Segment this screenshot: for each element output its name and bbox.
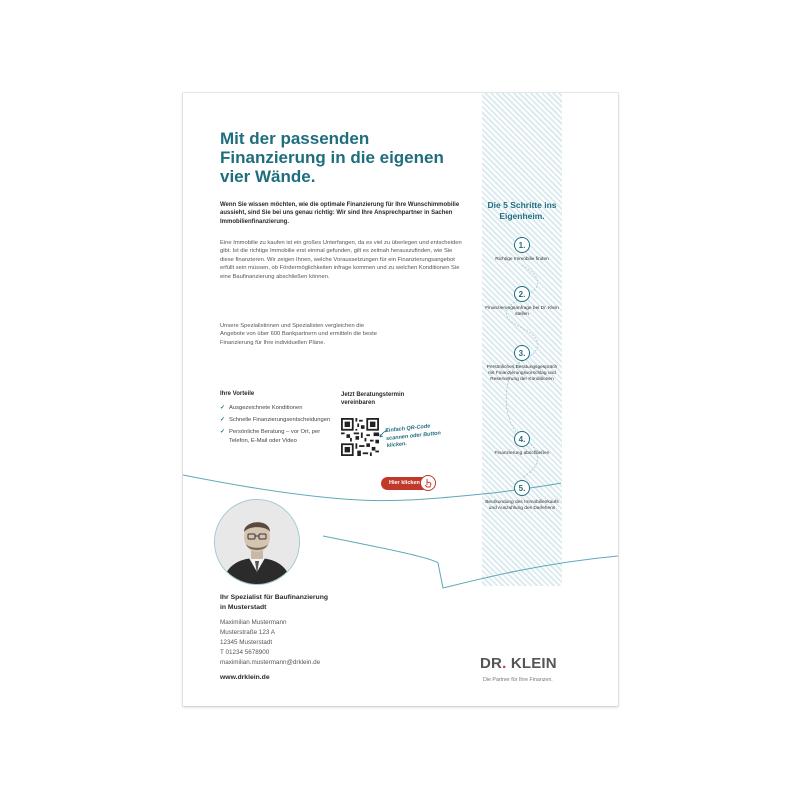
step-text-5: Beurkundung des Immobilienkaufs und Auszahlung des Darlehens: [485, 500, 559, 512]
advantage-item: ✓ Persönliche Beratung – vor Ort, per Telefon, E-Mail oder Video: [220, 429, 321, 444]
contact-city: 12345 Musterstadt: [220, 639, 273, 646]
advantage-item: ✓ Schnelle Finanzierungsentscheidungen: [220, 417, 331, 424]
step-number-3: 3.: [514, 345, 530, 361]
flyer-page: [183, 93, 618, 706]
specialist-title: Ihr Spezialist für Baufinanzierung in Musterstadt: [220, 594, 329, 611]
check-icon: ✓: [220, 405, 225, 411]
body-paragraph-2: Unsere Spezialistinnen und Spezialisten vergleichen die Angebote von über 600 Bankpartnern und ermitteln die beste Finanzierung für Ihre individuellen Pläne.: [220, 323, 377, 346]
click-here-label: Hier klicken: [389, 480, 420, 486]
qr-code[interactable]: [341, 418, 379, 456]
dr-klein-logo: DR. KLEIN: [480, 655, 557, 672]
step-number-1: 1.: [514, 237, 530, 253]
check-icon: ✓: [220, 417, 225, 424]
step-number-4: 4.: [514, 431, 530, 447]
pointer-hand-icon: [420, 475, 436, 491]
contact-block: [220, 618, 410, 668]
advantages-list: [220, 404, 332, 449]
advantage-item: ✓ Ausgezeichnete Konditionen: [220, 405, 303, 411]
steps-title: Die 5 Schritte ins Eigenheim.: [487, 200, 557, 221]
step-number-5: 5.: [514, 480, 530, 496]
click-here-button[interactable]: [381, 477, 433, 490]
check-icon: ✓: [220, 429, 225, 436]
lead-paragraph: Wenn Sie wissen möchten, wie die optimale Finanzierung für Ihre Wunschimmobilie aussieht, sind Sie bei uns genau richtig: Wir sind Ihre Ansprechpartner in Sachen Immobilienfinanzierung.: [220, 202, 460, 225]
contact-email[interactable]: maximilian.mustermann@drklein.de: [220, 659, 321, 666]
step-text-2: Finanzierungsanfrage bei Dr. Klein stellen: [485, 306, 559, 318]
contact-phone[interactable]: T 01234 5678900: [220, 649, 270, 656]
specialist-avatar: [214, 499, 300, 585]
advantages-title: Ihre Vorteile: [220, 391, 255, 397]
qr-hint: Einfach QR-Code scannen oder Button klicken.: [384, 423, 442, 450]
step-text-1: Richtige Immobilie finden: [495, 257, 549, 262]
website-link[interactable]: www.drklein.de: [220, 674, 270, 681]
body-paragraph-1: Eine Immobilie zu kaufen ist ein großes Unterfangen, da es viel zu überlegen und entscheiden gibt. Ist die richtige Immobilie erst einmal gefunden, gilt es zeitnah herauszufinden, wie Sie diese finanzieren. Wir zeigen Ihnen, welche Voraussetzungen für ein Finanzierungsangebot erfüllt sein müssen, ob Fördermöglichkeiten infrage kommen und zu welchen Konditionen Sie eine Baufinanzierung abschließen können.: [220, 240, 462, 280]
step-text-3: Persönliches Beratungsgespräch mit Finanzierungsvorschlag und Reservierung der Konditionen: [486, 365, 558, 383]
appointment-title: Jetzt Beratungstermin vereinbaren: [341, 392, 405, 406]
contact-name: Maximilian Mustermann: [220, 619, 287, 626]
step-text-4: Finanzierung abschließen: [494, 451, 550, 456]
flyer-title: Mit der passenden Finanzierung in die eigenen vier Wände.: [220, 129, 444, 186]
brand-tagline: Die Partner für Ihre Finanzen.: [483, 677, 553, 683]
contact-street: Musterstraße 123 A: [220, 629, 275, 636]
step-number-2: 2.: [514, 286, 530, 302]
